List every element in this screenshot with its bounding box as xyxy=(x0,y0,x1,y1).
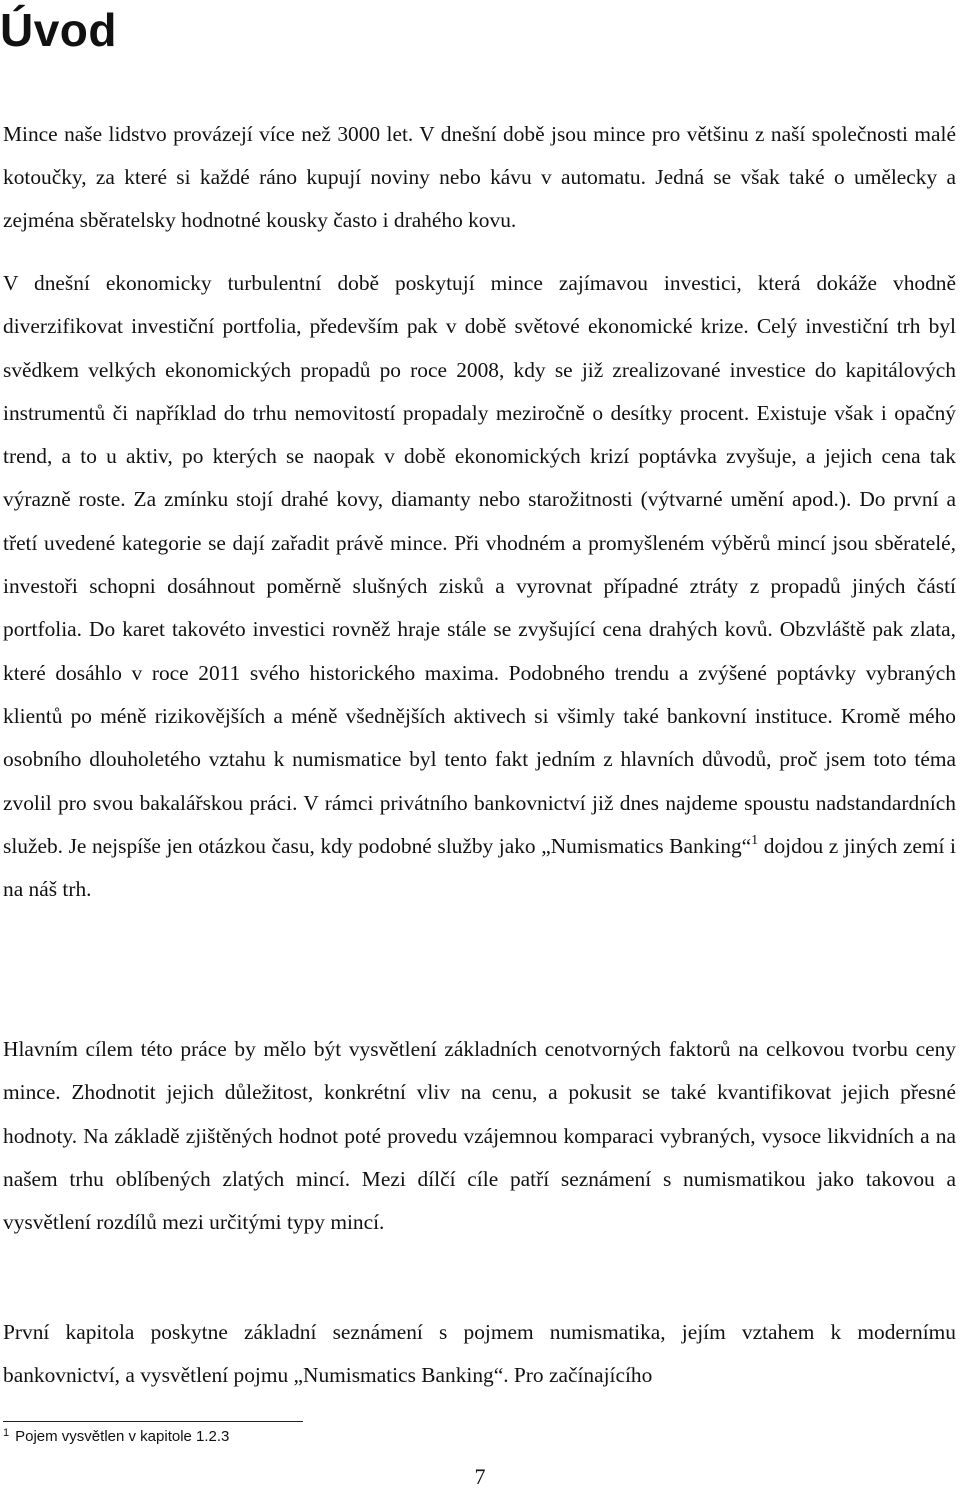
footnote-mark: 1 xyxy=(3,1427,10,1439)
paragraph-goals: Hlavním cílem této práce by mělo být vysvětlení základních cenotvorných faktorů na celkovou tvorbu ceny mince. Zhodnotit jejich důležitost, konkrétní vliv na cenu, a pokusit se také kvantifikovat jejich přesné hodnoty. Na základě zjištěných hodnot poté provedu vzájemnou komparaci vybraných, vysoce likvidních a na našem trhu oblíbených zlatých mincí. Mezi dílčí cíle patří seznámení s numismatikou jako takovou a vysvětlení rozdílů mezi určitými typy mincí. xyxy=(3,1037,956,1235)
page-number: 7 xyxy=(474,1464,486,1489)
paragraph-investment xyxy=(3,262,956,911)
paragraph-investment-tail: dojdou z jiných zemí i na náš trh. xyxy=(3,833,956,902)
footnote xyxy=(3,1427,229,1447)
paragraph-chapters: První kapitola poskytne základní seznámení s pojmem numismatika, jejím vztahem k modernímu bankovnictví, a vysvětlení pojmu „Numismatics Banking“. Pro začínajícího xyxy=(3,1320,956,1387)
footnote-reference[interactable]: 1 xyxy=(751,832,759,848)
footnote-separator xyxy=(3,1421,303,1422)
footnote-text: Pojem vysvětlen v kapitole 1.2.3 xyxy=(15,1428,230,1445)
paragraph-intro: Mince naše lidstvo provázejí více než 3000 let. V dnešní době jsou mince pro většinu z naší společnosti malé kotoučky, za které si každé ráno kupují noviny nebo kávu v automatu. Jedná se však také o umělecky a zejména sběratelsky hodnotné kousky často i drahého kovu. xyxy=(3,122,956,232)
paragraph-investment-text: V dnešní ekonomicky turbulentní době poskytují mince zajímavou investici, která dokáže vhodně diverzifikovat investiční portfolia, především pak v době světové ekonomické krize. Celý investiční trh byl svědkem velkých ekonomických propadů po roce 2008, kdy se již zrealizované investice do kapitálových instrumentů či například do trhu nemovitostí propadaly meziročně o desítky procent. Existuje však i opačný trend, a to u aktiv, po kterých se naopak v době ekonomických krizí poptávka zvyšuje, a jejich cena tak výrazně roste. Za zmínku stojí drahé kovy, diamanty nebo starožitnosti (výtvarné umění apod.). Do první a třetí uvedené kategorie se dají zařadit právě mince. Při vhodném a promyšleném výběrů mincí jsou sběratelé, investoři schopni dosáhnout poměrně slušných zisků a vyrovnat případné ztráty z propadů jiných částí portfolia. Do karet takovéto investici rovněž hraje stále se zvyšující cena drahých kovů. Obzvláště pak zlata, které dosáhlo v roce 2011 svého historického maxima. Podobného trendu a zvýšené poptávky vybraných klientů po méně rizikovějších a méně všednějších aktivech si všimly také bankovní instituce. Kromě mého osobního dlouholetého vztahu k numismatice byl tento fakt jedním z hlavních důvodů, proč jsem toto téma zvolil pro svou bakalářskou práci. V rámci privátního bankovnictví již dnes najdeme spoustu nadstandardních služeb. Je nejspíše jen otázkou času, kdy podobné služby jako „Numismatics Banking“ xyxy=(3,271,956,858)
chapter-heading: Úvod xyxy=(0,4,117,56)
